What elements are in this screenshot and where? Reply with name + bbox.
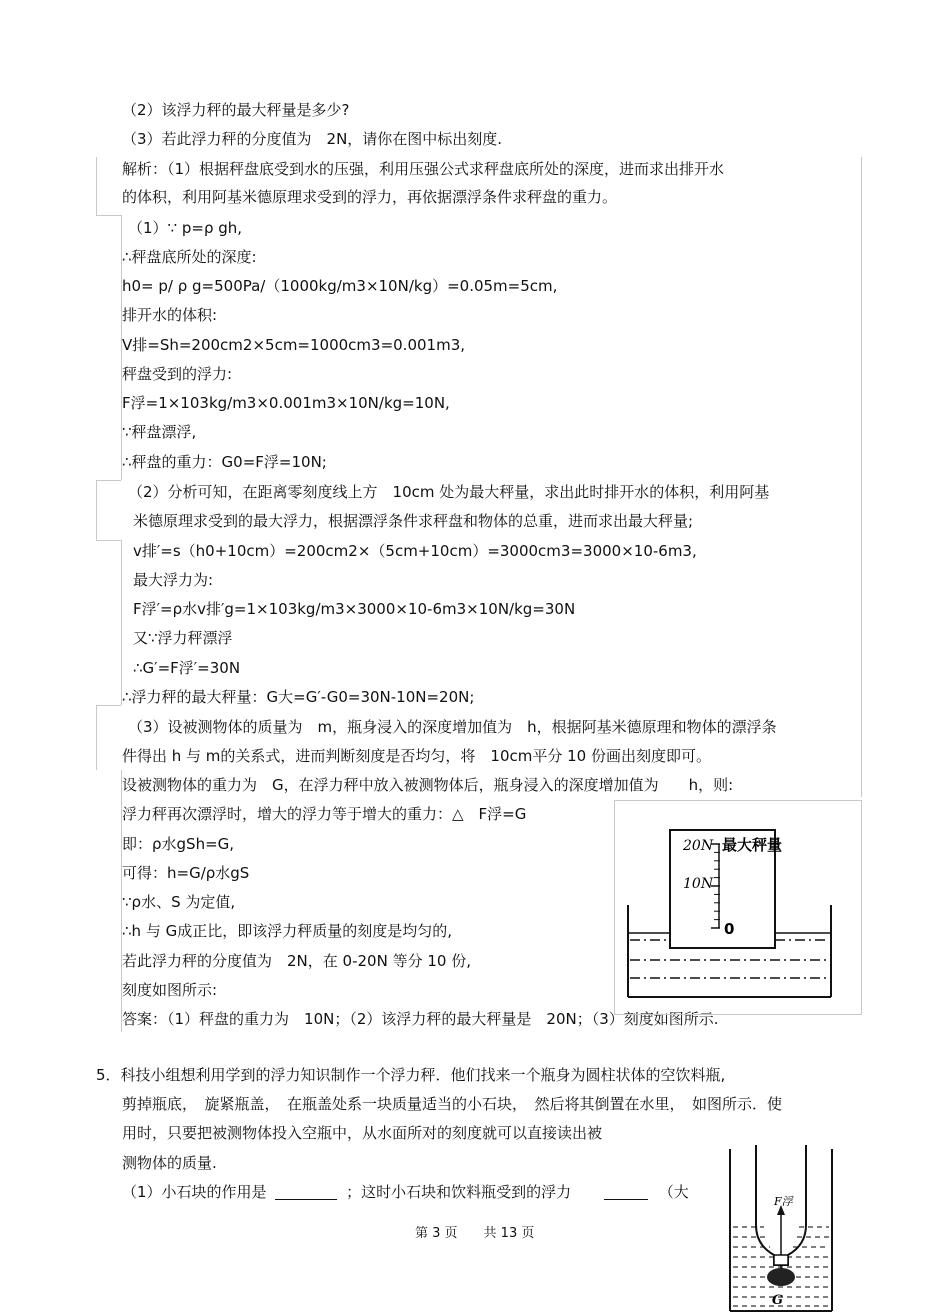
- question-5-stem: 剪掉瓶底， 旋紧瓶盖， 在瓶盖处系一块质量适当的小石块， 然后将其倒置在水里， 如图所示．使: [122, 1095, 783, 1113]
- bottle-figure: [722, 1145, 842, 1316]
- solution-line: （2）分析可知，在距离零刻度线上方 10cm 处为最大秤量，求出此时排开水的体积，利用阿基: [128, 483, 770, 501]
- answer-line: 答案：（1）秤盘的重力为 10N；（2）该浮力秤的最大秤量是 20N；（3）刻度如图所示.: [122, 1010, 719, 1028]
- solution-line: （3）设被测物体的质量为 m，瓶身浸入的深度增加值为 h，根据阿基米德原理和物体的漂浮条: [128, 718, 777, 736]
- solution-line: ∴G′=F浮′=30N: [133, 659, 241, 677]
- solution-line: 米德原理求受到的最大浮力，根据漂浮条件求秤盘和物体的总重，进而求出最大秤量;: [133, 512, 694, 530]
- page-footer: 第 3 页 共 13 页: [415, 1226, 535, 1241]
- question-3: （3）若此浮力秤的分度值为 2N，请你在图中标出刻度.: [122, 130, 503, 148]
- question-5-stem: 5．科技小组想利用学到的浮力知识制作一个浮力秤．他们找来一个瓶身为圆柱状体的空饮料瓶,: [96, 1066, 726, 1084]
- box-rule: [96, 157, 97, 215]
- solution-line: h0= p/ ρ g=500Pa/（1000kg/m3×10N/kg）=0.05m=5cm,: [122, 277, 558, 295]
- label-20n: 20N: [683, 838, 714, 854]
- solution-line: F浮′=ρ水v排′g=1×103kg/m3×3000×10-6m3×10N/kg=30N: [133, 600, 576, 618]
- solution-line: ∵ρ水、S 为定值,: [122, 893, 236, 911]
- box-rule: [96, 480, 97, 540]
- solution-line: 最大浮力为:: [133, 571, 214, 589]
- solution-line: F浮=1×103kg/m3×0.001m3×10N/kg=10N,: [122, 394, 450, 412]
- solution-line: 可得：h=G/ρ水gS: [122, 864, 250, 882]
- solution-line: v排′=s（h0+10cm）=200cm2×（5cm+10cm）=3000cm3=3000×10-6m3,: [133, 542, 697, 560]
- analysis-line: 的体积，利用阿基米德原理求受到的浮力，再依据漂浮条件求秤盘的重力。: [122, 188, 618, 206]
- solution-line: ∴秤盘底所处的深度:: [122, 248, 257, 266]
- solution-line: 若此浮力秤的分度值为 2N，在 0-20N 等分 10 份,: [122, 952, 471, 970]
- solution-line: 排开水的体积:: [122, 306, 218, 324]
- solution-line: 设被测物体的重力为 G，在浮力秤中放入被测物体后，瓶身浸入的深度增加值为 h，则:: [122, 776, 734, 794]
- box-rule: [96, 480, 121, 481]
- solution-line: ∴秤盘的重力：G0=F浮=10N;: [122, 453, 327, 471]
- question-5-stem: 用时，只要把被测物体投入空瓶中，从水面所对的刻度就可以直接读出被: [122, 1124, 603, 1142]
- label-10n: 10N: [683, 876, 714, 892]
- solution-line: 刻度如图所示:: [122, 981, 218, 999]
- solution-line: （1）∵ p=ρ gh,: [128, 219, 243, 237]
- scale-figure: [614, 800, 862, 1015]
- answer-blank[interactable]: [275, 1183, 337, 1200]
- question-5-part-1: （1）小石块的作用是 ；这时小石块和饮料瓶受到的浮力 （大: [122, 1183, 689, 1201]
- answer-blank[interactable]: [604, 1183, 648, 1200]
- question-2: （2）该浮力秤的最大秤量是多少?: [122, 101, 350, 119]
- box-rule: [96, 705, 121, 706]
- label-zero: 0: [724, 920, 735, 938]
- box-rule: [96, 540, 121, 541]
- solution-line: 浮力秤再次漂浮时，增大的浮力等于增大的重力：△ F浮=G: [122, 805, 527, 823]
- label-max-range: 最大秤量: [722, 836, 783, 854]
- question-5-stem: 测物体的质量.: [122, 1154, 217, 1172]
- label-buoyancy: F浮: [774, 1195, 793, 1208]
- solution-line: 件得出 h 与 m的关系式，进而判断刻度是否均匀，将 10cm平分 10 份画出刻度即可。: [122, 747, 711, 765]
- label-gravity: G: [772, 1293, 784, 1308]
- solution-line: ∴浮力秤的最大秤量：G大=G′-G0=30N-10N=20N;: [122, 688, 475, 706]
- solution-line: 即：ρ水gSh=G,: [122, 835, 235, 853]
- box-rule: [121, 540, 122, 705]
- solution-line: ∴h 与 G成正比，即该浮力秤质量的刻度是均匀的,: [122, 922, 452, 940]
- box-rule: [96, 705, 97, 770]
- solution-line: 又∵浮力秤漂浮: [133, 629, 233, 647]
- box-rule: [96, 215, 121, 216]
- solution-line: V排=Sh=200cm2×5cm=1000cm3=0.001m3,: [122, 336, 466, 354]
- solution-line: ∵秤盘漂浮,: [122, 423, 197, 441]
- solution-line: 秤盘受到的浮力:: [122, 365, 233, 383]
- analysis-line: 解析：（1）根据秤盘底受到水的压强，利用压强公式求秤盘底所处的深度，进而求出排开水: [122, 160, 725, 178]
- box-rule: [861, 157, 862, 797]
